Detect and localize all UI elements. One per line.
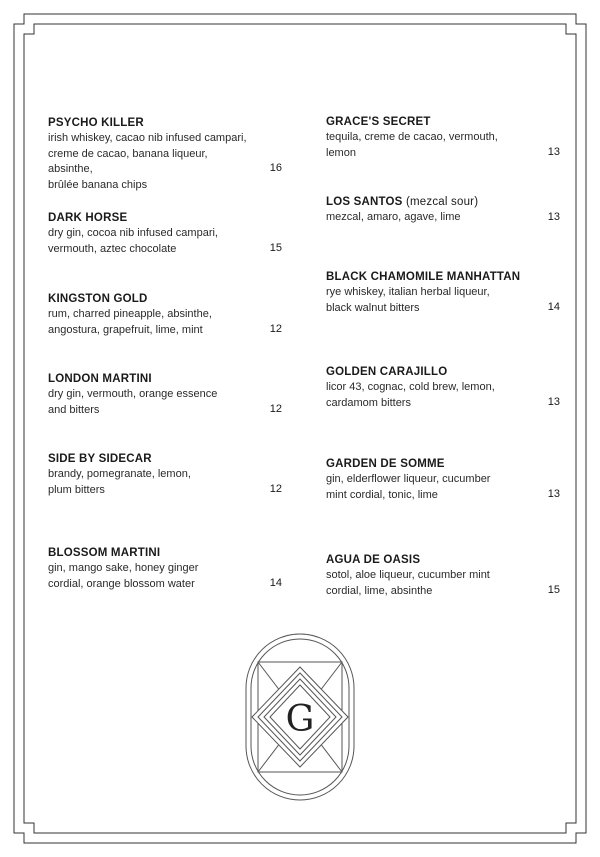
menu-item-agua-de-oasis (326, 553, 560, 599)
item-price: 12 (269, 483, 282, 495)
item-description: mezcal, amaro, agave, lime (326, 211, 461, 223)
item-price: 13 (547, 488, 560, 500)
item-name: DARK HORSE (48, 212, 128, 224)
menu-item-kingston-gold (48, 292, 282, 338)
item-name: KINGSTON GOLD (48, 293, 148, 305)
item-price: 14 (269, 577, 282, 589)
item-name: AGUA DE OASIS (326, 554, 421, 566)
item-name: LOS SANTOS (mezcal sour) (326, 196, 479, 208)
item-description: tequila, creme de cacao, vermouth, lemon (326, 131, 498, 159)
item-name: BLOSSOM MARTINI (48, 547, 161, 559)
menu-item-black-chamomile-manhattan (326, 270, 560, 316)
item-name: GRACE'S SECRET (326, 116, 431, 128)
menu-item-golden-carajillo (326, 365, 560, 411)
item-description: licor 43, cognac, cold brew, lemon, cardamom bitters (326, 381, 495, 409)
menu-item-graces-secret (326, 115, 560, 161)
menu-item-blossom-martini (48, 546, 282, 592)
item-description: irish whiskey, cacao nib infused campari, creme de cacao, banana liqueur, absinthe, brûlée banana chips (48, 132, 247, 191)
item-price: 12 (269, 403, 282, 415)
item-description: rum, charred pineapple, absinthe, angostura, grapefruit, lime, mint (48, 308, 212, 336)
menu-item-psycho-killer (48, 116, 282, 193)
item-description: dry gin, cocoa nib infused campari, vermouth, aztec chocolate (48, 227, 218, 255)
item-note: (mezcal sour) (405, 196, 479, 208)
menu-item-garden-de-somme (326, 457, 560, 503)
menu-item-london-martini (48, 372, 282, 418)
grace-logo (244, 632, 356, 802)
menu-item-side-by-sidecar (48, 452, 282, 498)
item-price: 14 (547, 301, 560, 313)
item-price: 13 (547, 211, 560, 223)
menu-item-los-santos (326, 195, 560, 226)
item-description: brandy, pomegranate, lemon, plum bitters (48, 468, 191, 496)
item-price: 12 (269, 323, 282, 335)
item-description: gin, elderflower liqueur, cucumber mint cordial, tonic, lime (326, 473, 491, 501)
item-price: 15 (547, 584, 560, 596)
item-name: GARDEN DE SOMME (326, 458, 445, 470)
item-description: sotol, aloe liqueur, cucumber mint cordial, lime, absinthe (326, 569, 490, 597)
item-name: GOLDEN CARAJILLO (326, 366, 448, 378)
item-price: 13 (547, 396, 560, 408)
item-price: 16 (269, 162, 282, 174)
logo-letter: G (285, 699, 315, 740)
item-description: rye whiskey, italian herbal liqueur, black walnut bitters (326, 286, 490, 314)
item-name: PSYCHO KILLER (48, 117, 144, 129)
item-name: LONDON MARTINI (48, 373, 152, 385)
item-price: 13 (547, 146, 560, 158)
item-name: BLACK CHAMOMILE MANHATTAN (326, 271, 521, 283)
item-description: dry gin, vermouth, orange essence and bitters (48, 388, 218, 416)
item-name: SIDE BY SIDECAR (48, 453, 152, 465)
item-description: gin, mango sake, honey ginger cordial, orange blossom water (48, 562, 199, 590)
menu-item-dark-horse (48, 211, 282, 257)
item-price: 15 (269, 242, 282, 254)
